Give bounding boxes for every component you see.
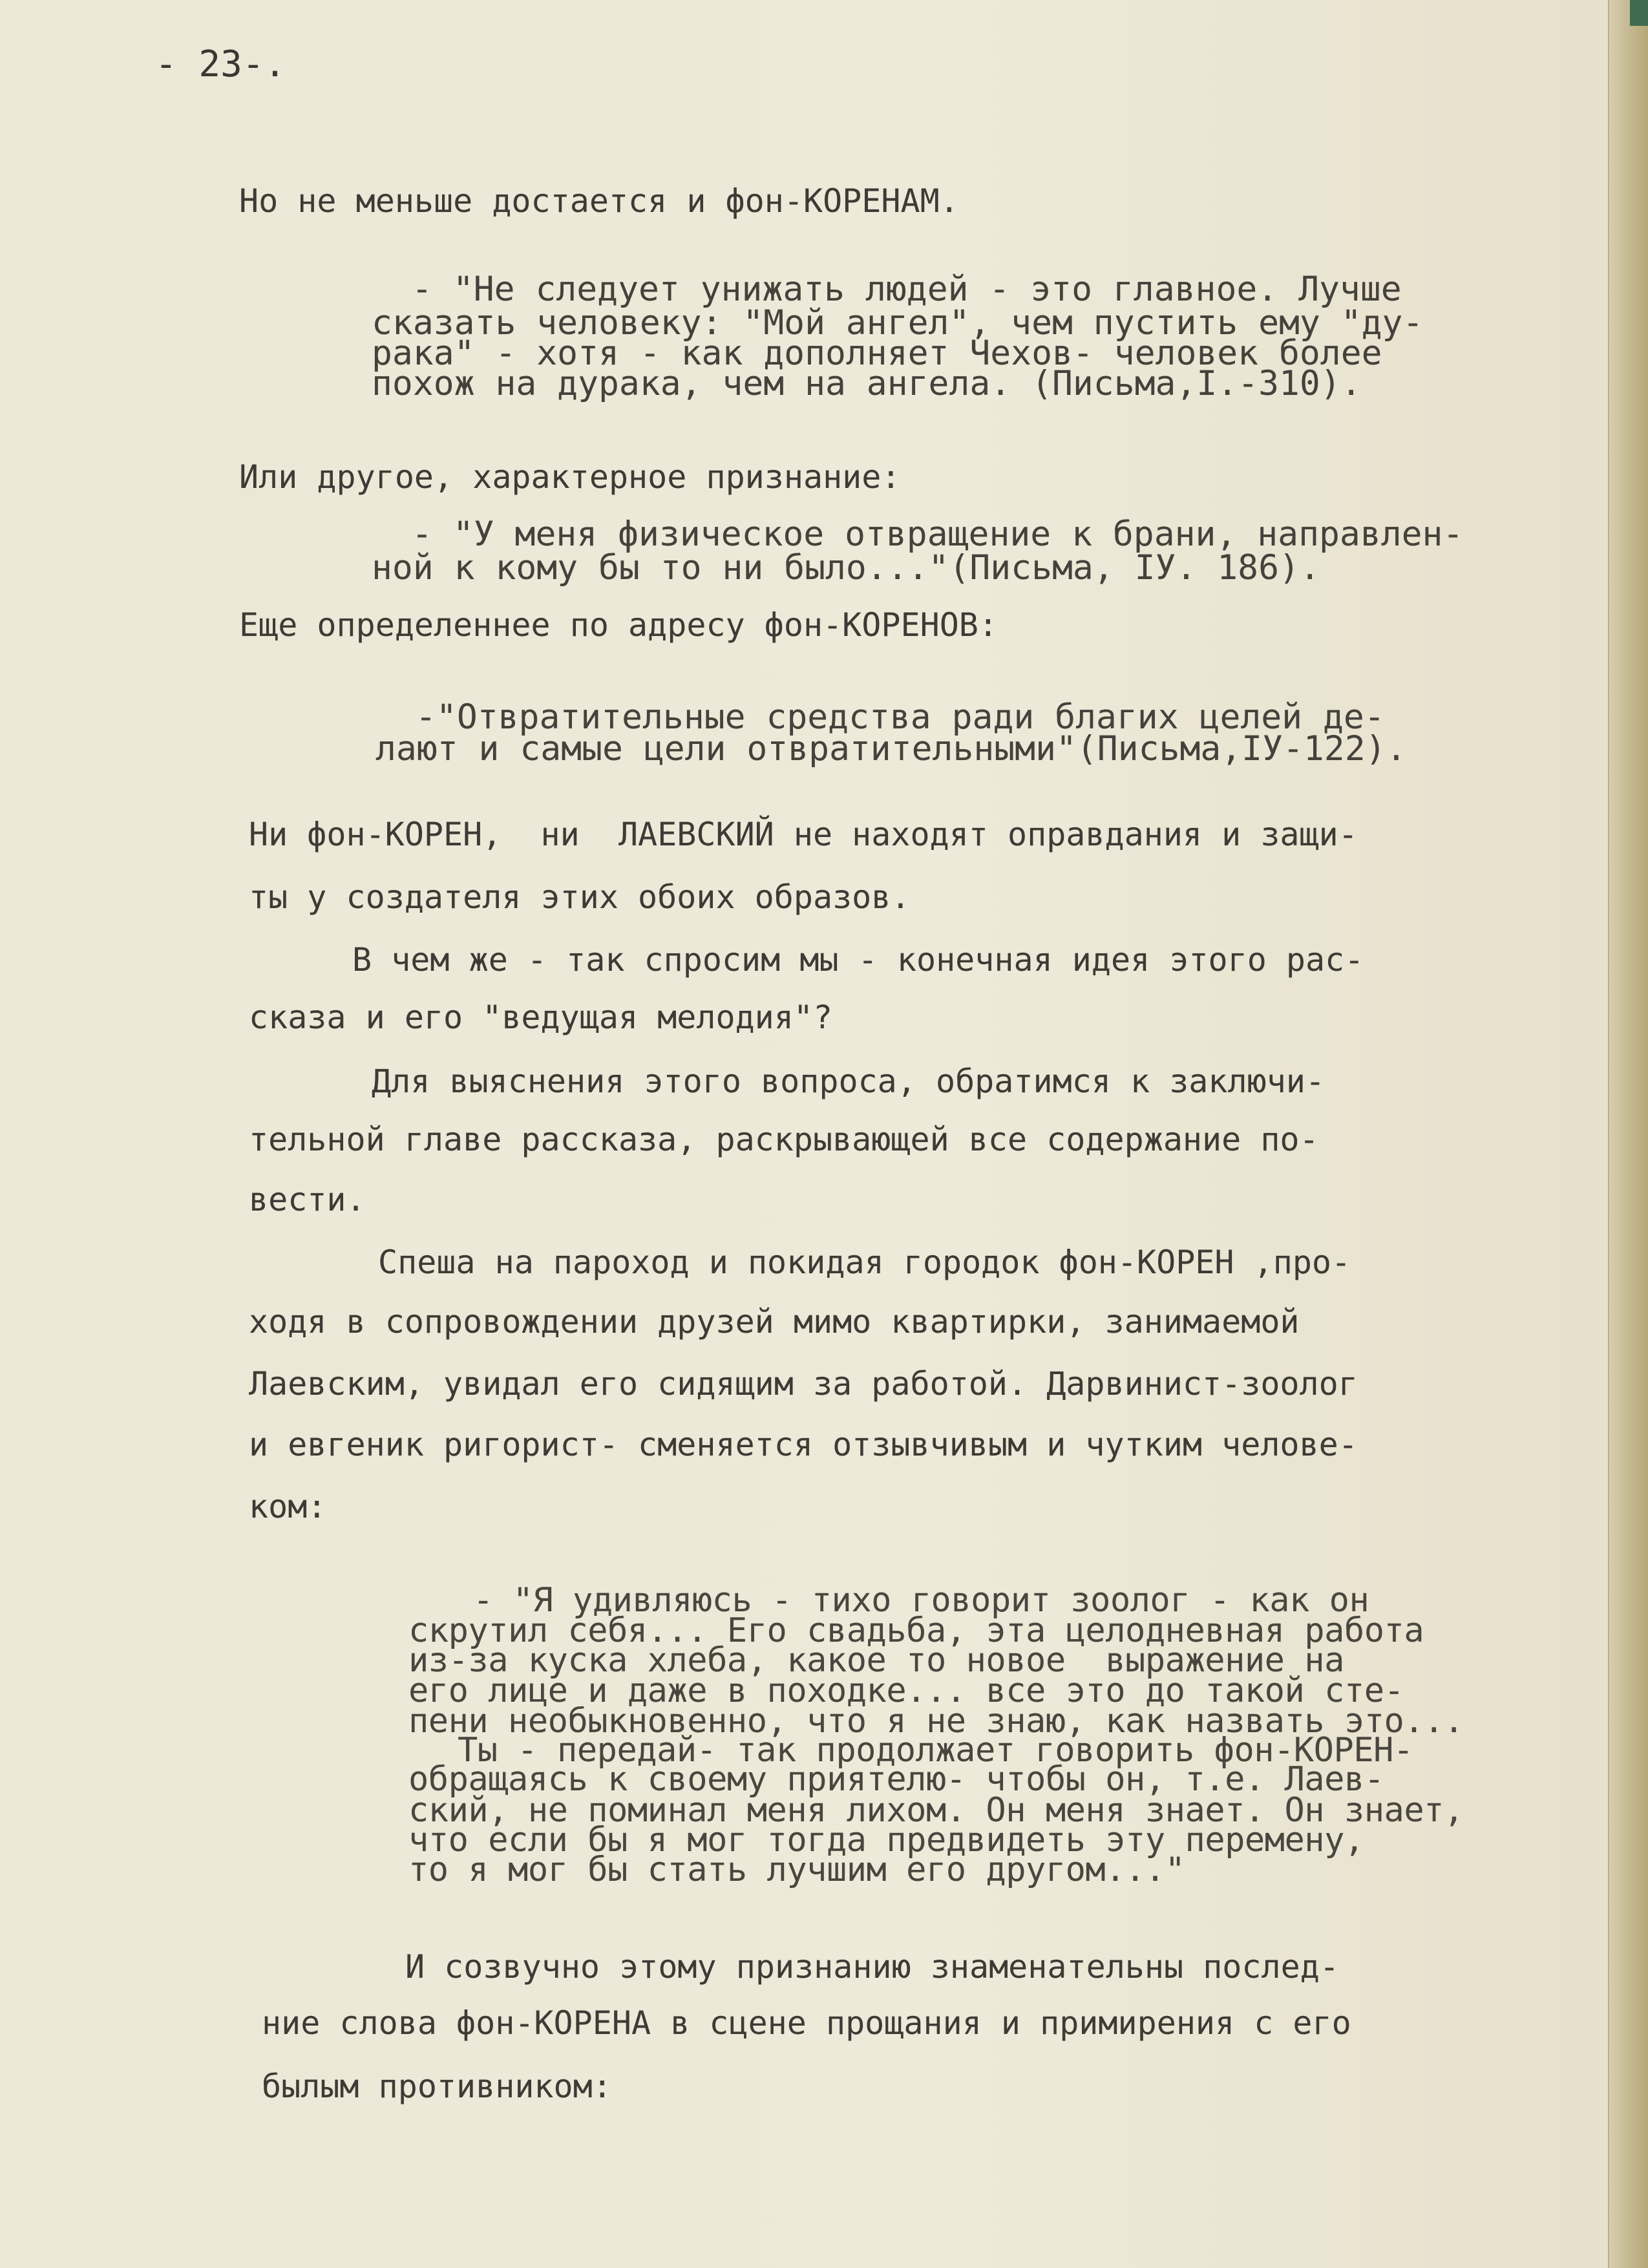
text-line: Лаевским, увидал его сидящим за работой. Дарвинист-зоолог: [249, 1365, 1358, 1403]
text-line: похож на дурака, чем на ангела. (Письма,I.-310).: [372, 364, 1362, 403]
text-line: былым противником:: [262, 2068, 612, 2105]
text-line: -"Отвратительные средства ради благих целей де-: [416, 697, 1385, 737]
text-line: ной к кому бы то ни было..."(Письма, IУ. 186).: [372, 548, 1320, 588]
text-line: Или другое, характерное признание:: [239, 458, 901, 496]
text-line: Спеша на пароход и покидая городок фон-КОРЕН ,про-: [378, 1244, 1351, 1281]
text-line: - "Не следует унижать людей - это главное. Лучше: [412, 270, 1402, 309]
text-line: ты у создателя этих обоих образов.: [249, 878, 911, 916]
text-line: В чем же - так спросим мы - конечная идея этого рас-: [352, 941, 1364, 979]
text-line: лают и самые цели отвратительными"(Письма,IУ-122).: [375, 729, 1407, 768]
text-line: что если бы я мог тогда предвидеть эту перемену,: [408, 1821, 1364, 1860]
text-line: ком:: [249, 1488, 327, 1525]
text-line: тельной главе рассказа, раскрывающей все содержание по-: [249, 1121, 1319, 1158]
text-line: Ты - передай- так продолжает говорить фон-КОРЕН-: [458, 1731, 1413, 1770]
text-line: - "Я удивляюсь - тихо говорит зоолог - как он: [473, 1581, 1369, 1620]
page-edge: [1609, 0, 1648, 2268]
text-line: его лице и даже в походке... все это до такой сте-: [408, 1671, 1404, 1710]
page-number: - 23-.: [155, 43, 286, 85]
text-line: сказа и его "ведущая мелодия"?: [249, 999, 833, 1036]
text-line: скрутил себя... Его свадьба, эта целодневная работа: [408, 1611, 1424, 1650]
text-line: Ни фон-КОРЕН, ни ЛАЕВСКИЙ не находят оправдания и защи-: [249, 816, 1358, 853]
text-line: пени необыкновенно, что я не знаю, как назвать это...: [408, 1702, 1464, 1741]
text-line: сказать человеку: "Мой ангел", чем пустить ему "ду-: [372, 303, 1424, 343]
text-line: и евгеник ригорист- сменяется отзывчивым и чутким челове-: [249, 1426, 1358, 1463]
text-line: рака" - хотя - как дополняет Чехов- человек более: [372, 334, 1382, 373]
text-line: ние слова фон-КОРЕНА в сцене прощания и примирения с его: [262, 2004, 1351, 2042]
text-line: то я мог бы стать лучшим его другом...": [408, 1850, 1185, 1889]
text-line: ходя в сопровождении друзей мимо квартирки, занимаемой: [249, 1303, 1300, 1341]
text-line: Еще определеннее по адресу фон-КОРЕНОВ:: [239, 606, 998, 644]
text-line: Но не меньше достается и фон-КОРЕНАМ.: [239, 182, 959, 220]
binding-tab: [1630, 0, 1648, 26]
text-line: обращаясь к своему приятелю- чтобы он, т.е. Лаев-: [408, 1760, 1384, 1799]
text-line: из-за куска хлеба, какое то новое выражение на: [408, 1641, 1344, 1680]
text-line: И созвучно этому признанию знаменательны послед-: [405, 1948, 1339, 1986]
text-line: ский, не поминал меня лихом. Он меня знает. Он знает,: [408, 1791, 1464, 1830]
text-line: - "У меня физическое отвращение к брани, направлен-: [412, 514, 1464, 554]
text-line: вести.: [249, 1181, 366, 1218]
text-line: Для выяснения этого вопроса, обратимся к заключи-: [372, 1063, 1326, 1100]
